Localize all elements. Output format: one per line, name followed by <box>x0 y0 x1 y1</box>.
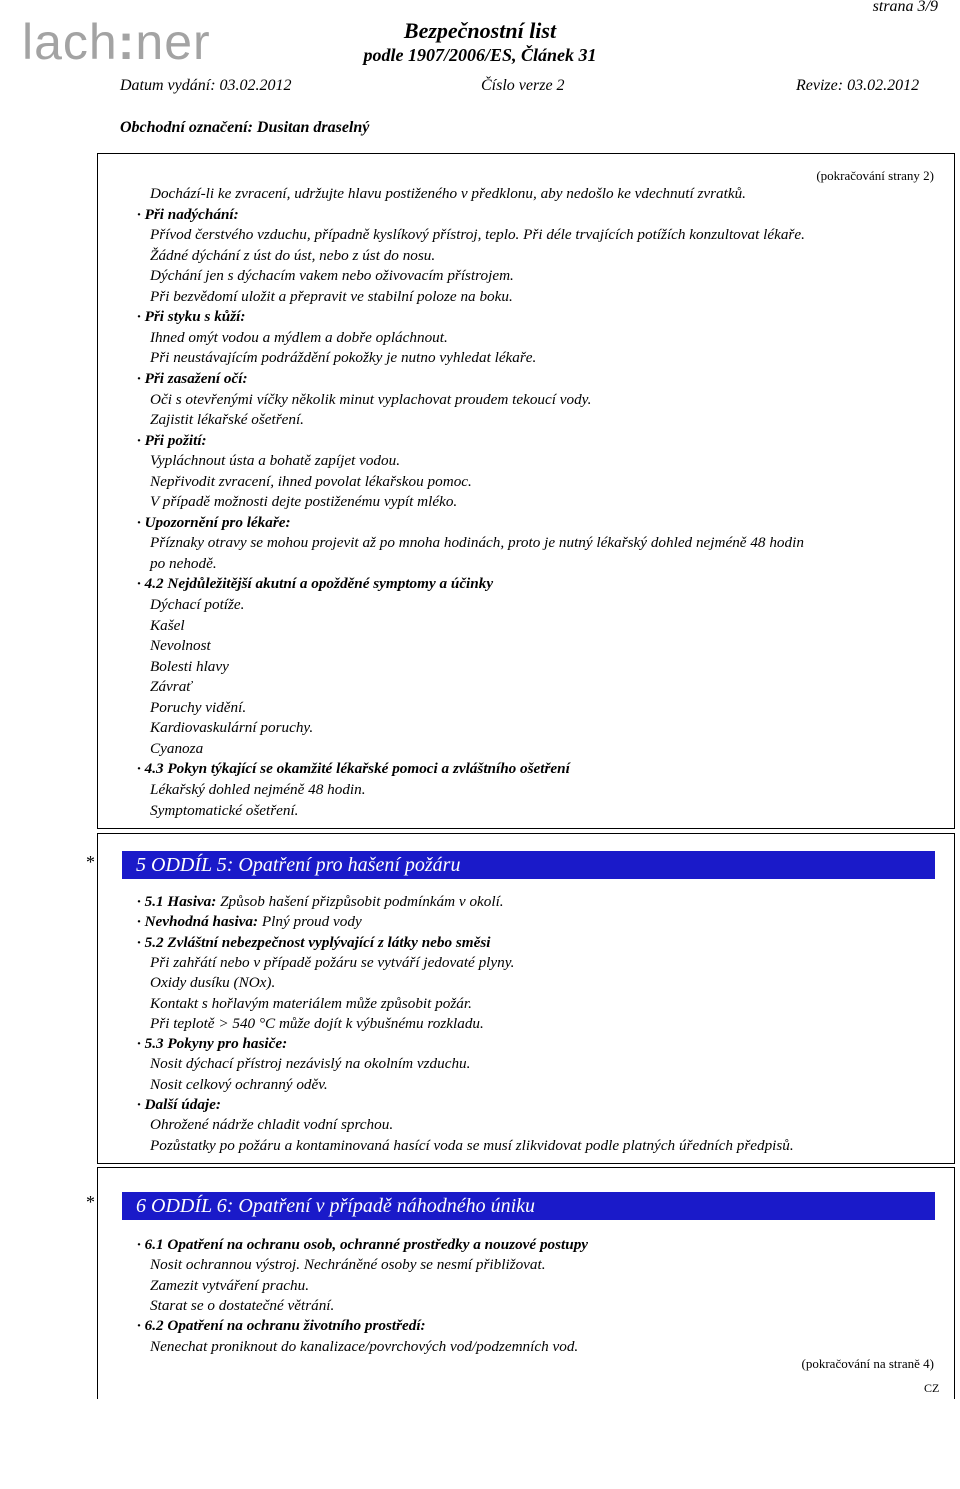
text-line: Nevolnost <box>150 637 211 655</box>
subsection-heading: · Při nadýchání: <box>137 205 239 223</box>
version-number: Číslo verze 2 <box>481 77 565 94</box>
text-line: Zajistit lékařské ošetření. <box>150 411 304 429</box>
text-line: Závrať <box>150 678 192 696</box>
text-line: Při neustávajícím podráždění pokožky je nutno vyhledat lékaře. <box>150 349 537 367</box>
subsection-label: · 5.3 Pokyny pro hasiče: <box>137 1035 288 1053</box>
logo-text-right: ner <box>135 14 211 70</box>
subsection-text: Pozůstatky po požáru a kontaminovaná hasící voda se musí zlikvidovat podle platných úředních předpisů. <box>150 1136 794 1154</box>
subsection-heading: · Upozornění pro lékaře: <box>137 513 291 531</box>
text-line: Přívod čerstvého vzduchu, případně kyslíkový přístroj, teplo. Při déle trvajících potížích konzultovat lékaře. <box>150 226 805 244</box>
text-line: Příznaky otravy se mohou projevit až po mnoha hodinách, proto je nutný lékařský dohled nejméně 48 hodin <box>150 534 804 552</box>
continued-from-note: (pokračování strany 2) <box>816 168 934 183</box>
text-line: Dýchání jen s dýchacím vakem nebo oživovacím přístrojem. <box>150 267 514 285</box>
text-line: Kašel <box>150 616 185 634</box>
text-line <box>150 953 514 973</box>
section-6-heading: 6 ODDÍL 6: Opatření v případě náhodného úniku <box>122 1192 935 1220</box>
subsection-line <box>137 933 490 953</box>
subsection-heading: · Při styku s kůží: <box>137 308 246 326</box>
subsection-text: Nosit dýchací přístroj nezávislý na okolním vzduchu. <box>150 1055 471 1073</box>
text-line: Kardiovaskulární poruchy. <box>150 719 314 737</box>
text-line: Dýchací potíže. <box>150 596 245 613</box>
subsection-line <box>137 1034 287 1054</box>
subsection-text: Nosit celkový ochranný oděv. <box>150 1075 328 1093</box>
subsection-label: · 5.1 Hasiva: <box>137 893 217 910</box>
subsection-line <box>137 892 504 912</box>
subsection-text: Způsob hašení přizpůsobit podmínkám v okolí. <box>216 893 504 910</box>
section-5-heading: 5 ODDÍL 5: Opatření pro hašení požáru <box>122 851 935 879</box>
subsection-line <box>137 1235 588 1255</box>
subsection-heading: · Při zasažení očí: <box>137 369 248 387</box>
text-line <box>150 1115 393 1135</box>
change-marker-6: * <box>86 1192 95 1212</box>
subsection-line <box>137 912 362 932</box>
subsection-line <box>137 1316 426 1336</box>
page-number: strana 3/9 <box>872 0 938 15</box>
text-line <box>150 1075 328 1095</box>
text-line <box>150 1296 334 1316</box>
text-line: Ihned omýt vodou a mýdlem a dobře opláchnout. <box>150 328 448 346</box>
language-code: CZ <box>924 1381 940 1395</box>
text-line: Vypláchnout ústa a bohatě zapíjet vodou. <box>150 452 401 470</box>
text-line <box>150 973 275 993</box>
subsection-text: Plný proud vody <box>258 913 362 931</box>
subsection-text: Starat se o dostatečné větrání. <box>150 1296 335 1314</box>
text-line: Symptomatické ošetření. <box>150 801 299 819</box>
text-line: Nepřivodit zvracení, ihned povolat lékařskou pomoc. <box>150 472 472 490</box>
subsection-text: Při zahřátí nebo v případě požáru se vytváří jedovaté plyny. <box>150 953 515 971</box>
subsection-label: · 5.2 Zvláštní nebezpečnost vyplývající z látky nebo směsi <box>137 933 491 951</box>
text-line <box>150 1054 470 1074</box>
text-line <box>150 1255 546 1275</box>
text-line: Cyanoza <box>150 739 204 757</box>
subsection-heading: · Při požití: <box>137 431 207 449</box>
document-subtitle: podle 1907/2006/ES, Článek 31 <box>363 45 597 65</box>
logo-text-left: lach <box>22 14 118 70</box>
subsection-line <box>137 1095 221 1115</box>
text-line: Poruchy vidění. <box>150 698 247 716</box>
subsection-label: · Nevhodná hasiva: <box>137 913 259 931</box>
change-marker-5: * <box>86 852 95 872</box>
continued-to-note: (pokračování na straně 4) <box>801 1356 934 1371</box>
subsection-text: Nosit ochrannou výstroj. Nechráněné osoby se nesmí přibližovat. <box>150 1256 546 1274</box>
text-line: Dochází-li ke zvracení, udržujte hlavu postiženého v předklonu, aby nedošlo ke vdechnutí zvratků. <box>150 185 746 202</box>
subsection-heading: · 4.2 Nejdůležitější akutní a opožděné symptomy a účinky <box>137 575 494 593</box>
subsection-text: Nenechat proniknout do kanalizace/povrchových vod/podzemních vod. <box>150 1337 579 1355</box>
subsection-label: · 6.2 Opatření na ochranu životního prostředí: <box>137 1317 426 1335</box>
logo-colon: : <box>117 14 136 70</box>
text-line: po nehodě. <box>150 554 217 572</box>
subsection-text: Ohrožené nádrže chladit vodní sprchou. <box>150 1116 394 1134</box>
text-line <box>150 1136 794 1156</box>
subsection-text: Zamezit vytváření prachu. <box>150 1276 310 1294</box>
issue-date: Datum vydání: 03.02.2012 <box>120 77 292 94</box>
revision-date: Revize: 03.02.2012 <box>796 77 920 94</box>
subsection-text: Oxidy dusíku (NOx). <box>150 974 276 992</box>
text-line: V případě možnosti dejte postiženému vypít mléko. <box>150 493 458 511</box>
subsection-text: Při teplotě > 540 °C může dojít k výbušnému rozkladu. <box>150 1014 484 1032</box>
text-line <box>150 1014 484 1034</box>
text-line: Lékařský dohled nejméně 48 hodin. <box>150 780 366 798</box>
text-line <box>150 1276 309 1296</box>
subsection-label: · 6.1 Opatření na ochranu osob, ochranné prostředky a nouzové postupy <box>137 1236 589 1253</box>
text-line: Žádné dýchání z úst do úst, nebo z úst do nosu. <box>150 246 436 264</box>
text-line <box>150 1337 578 1357</box>
text-line: Bolesti hlavy <box>150 657 229 675</box>
text-line: Při bezvědomí uložit a přepravit ve stabilní poloze na boku. <box>150 287 513 305</box>
subsection-heading: · 4.3 Pokyn týkající se okamžité lékařské pomoci a zvláštního ošetření <box>137 760 570 778</box>
text-line: Oči s otevřenými víčky několik minut vyplachovat proudem tekoucí vody. <box>150 390 592 408</box>
text-line <box>150 994 472 1014</box>
document-title: Bezpečnostní list <box>403 18 557 43</box>
trade-name: Obchodní označení: Dusitan draselný <box>120 119 370 136</box>
subsection-label: · Další údaje: <box>137 1096 221 1113</box>
subsection-text: Kontakt s hořlavým materiálem může způsobit požár. <box>150 994 472 1012</box>
